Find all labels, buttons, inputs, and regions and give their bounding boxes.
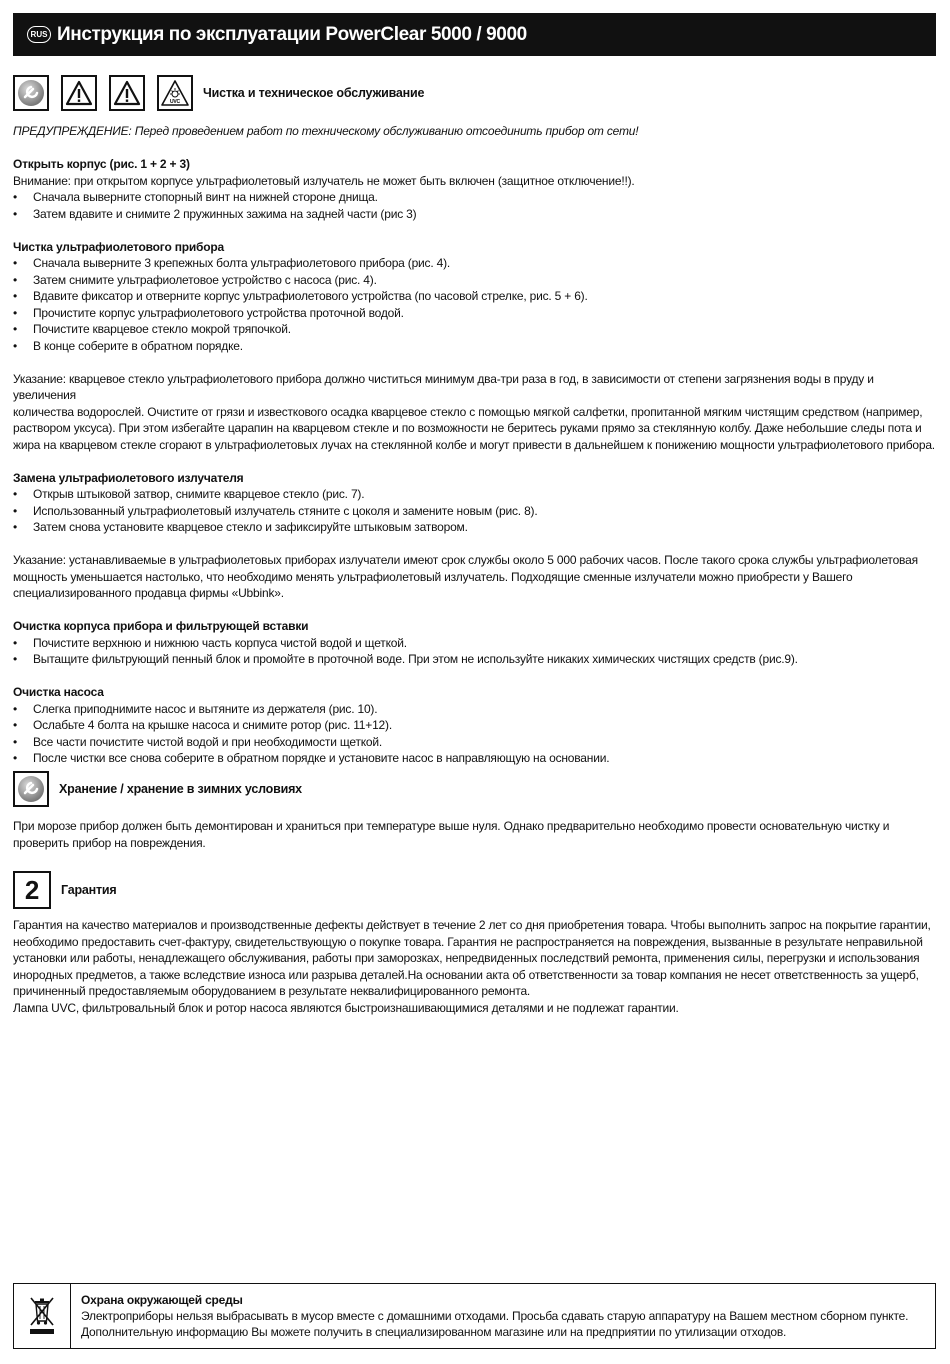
- uv-lamp-replace-list: [13, 486, 938, 536]
- warning-icon: [61, 75, 97, 111]
- text-line: проверить прибор на повреждения.: [13, 835, 206, 850]
- list-item: • Вытащите фильтрующий пенный блок и промойте в проточной воде. При этом не используйте никаких химических чистящих средств (рис.9).: [13, 651, 938, 668]
- open-housing-note: Внимание: при открытом корпусе ультрафиолетовый излучатель не может быть включен (защитное отключение!!).: [13, 173, 635, 188]
- list-item: • В конце соберите в обратном порядке.: [13, 338, 938, 355]
- list-item: • Слегка приподнимите насос и вытяните из держателя (рис. 10).: [13, 701, 938, 718]
- open-housing-list: [13, 189, 938, 222]
- text-line: Гарантия на качество материалов и производственные дефекты действует в течение 2 лет со дня приобретения товара. Чтобы выполнить запрос на покрытие гарантии,: [13, 918, 931, 932]
- section-title-uv-cleaning: Чистка ультрафиолетового прибора: [13, 239, 225, 254]
- list-item: • Почистите кварцевое стекло мокрой тряпочкой.: [13, 321, 938, 338]
- text-line: Дополнительную информацию Вы можете получить в специализированном магазине или на предприятии по утилизации отходов.: [81, 1325, 787, 1339]
- environment-text: [71, 1284, 918, 1348]
- list-item: • Ослабьте 4 болта на крышке насоса и снимите ротор (рис. 11+12).: [13, 717, 938, 734]
- warranty-text: [13, 917, 938, 1016]
- text-line: инородных предметов, а также вследствие износа или разрыва деталей.На основании акта об ответственности за товар компания не несет ответственность за ущерб,: [13, 967, 919, 982]
- text-line: Лампа UVC, фильтровальный блок и ротор насоса являются быстроизнашивающимися деталями и не подлежат гарантии.: [13, 1000, 679, 1015]
- warranty-heading: [13, 871, 117, 909]
- list-item: • Прочистите корпус ультрафиолетового устройства проточной водой.: [13, 305, 938, 322]
- section-title-pump-cleaning: Очистка насоса: [13, 685, 104, 699]
- warning-icon: [109, 75, 145, 111]
- environment-notice: [13, 1283, 936, 1349]
- text-line: При морозе прибор должен быть демонтирован и храниться при температуре выше нуля. Однако предварительно необходимо провести основательную чистку и: [13, 819, 890, 833]
- number-two-label: 2: [24, 875, 40, 905]
- page-title: Инструкция по эксплуатации PowerClear 5000 / 9000: [57, 23, 527, 45]
- number-two-icon: [13, 871, 51, 909]
- note-line: Указание: кварцевое стекло ультрафиолетового прибора должно чиститься минимум два-три раза в год, в зависимости от степени загрязнения воды в пруду и увеличения: [13, 371, 874, 402]
- section-title-uv-lamp-replace: Замена ультрафиолетового излучателя: [13, 470, 244, 485]
- svg-text:UVC: UVC: [170, 99, 180, 105]
- housing-filter-list: [13, 635, 938, 668]
- environment-title: Охрана окружающей среды: [81, 1293, 243, 1307]
- section-title-housing-filter: Очистка корпуса прибора и фильтрующей вставки: [13, 619, 309, 633]
- page-header: [13, 13, 936, 56]
- language-badge: RUS: [27, 26, 51, 43]
- text-line: установки или работы, ненадлежащего обслуживания, работы при заморозках, непредвиденных последствий ремонта, применения силы, перегрузки и использования: [13, 951, 920, 965]
- crossed-bin-icon: [27, 1294, 57, 1338]
- list-item: • Затем вдавите и снимите 2 пружинных зажима на задней части (рис 3): [13, 206, 938, 223]
- section-title-storage: Хранение / хранение в зимних условиях: [59, 781, 302, 796]
- environment-icon-cell: [14, 1284, 71, 1348]
- maintenance-icon: [13, 771, 49, 807]
- text-line: необходимо предоставить счет-фактуру, свидетельствующую о покупке товара. Гарантия не распространяется на повреждения, вызванные в результате неправильной: [13, 934, 923, 949]
- pump-cleaning-list: [13, 701, 938, 767]
- list-item: • Затем снова установите кварцевое стекло и зафиксируйте штыковым затвором.: [13, 519, 938, 536]
- list-item: • Все части почистите чистой водой и при необходимости щеткой.: [13, 734, 938, 751]
- note-line: жира на кварцевом стекле сгорают в ультрафиолетовых лучах на стеклянной колбе и могут привести в дальнейшем к понижению мощности ультрафиолетового прибора.: [13, 437, 935, 452]
- text-line: Электроприборы нельзя выбрасывать в мусор вместе с домашними отходами. Просьба сдавать старую аппаратуру на Вашем местном сборном пункте.: [81, 1309, 909, 1323]
- uv-cleaning-note: [13, 371, 938, 454]
- maintenance-icon: [13, 75, 49, 111]
- maintenance-warning: ПРЕДУПРЕЖДЕНИЕ: Перед проведением работ по техническому обслуживанию отсоединить прибор от сети!: [13, 124, 639, 138]
- storage-heading: [13, 771, 302, 807]
- list-item: • Открыв штыковой затвор, снимите кварцевое стекло (рис. 7).: [13, 486, 938, 503]
- list-item: • Сначала выверните 3 крепежных болта ультрафиолетового прибора (рис. 4).: [13, 255, 938, 272]
- note-line: мощность уменьшается настолько, что необходимо менять ультрафиолетовый излучатель. Подходящие сменные излучатели можно приобрести у Вашего: [13, 569, 853, 584]
- note-line: количества водорослей. Очистите от грязи и известкового осадка кварцевое стекло с помощью мягкой салфетки, пропитанной мягким чистящим средством (например,: [13, 404, 923, 419]
- maintenance-heading: [13, 75, 424, 111]
- list-item: • После чистки все снова соберите в обратном порядке и установите насос в направляющую на основании.: [13, 750, 938, 767]
- uv-cleaning-list: [13, 255, 938, 354]
- list-item: • Вдавите фиксатор и отверните корпус ультрафиолетового устройства (по часовой стрелке, рис. 5 + 6).: [13, 288, 938, 305]
- section-title-maintenance: Чистка и техническое обслуживание: [203, 85, 425, 100]
- section-title-warranty: Гарантия: [61, 882, 117, 897]
- list-item: • Почистите верхнюю и нижнюю часть корпуса чистой водой и щеткой.: [13, 635, 938, 652]
- list-item: • Использованный ультрафиолетовый излучатель стяните с цоколя и замените новым (рис. 8).: [13, 503, 938, 520]
- list-item: • Затем снимите ультрафиолетовое устройство с насоса (рис. 4).: [13, 272, 938, 289]
- uv-lamp-replace-note: [13, 552, 938, 602]
- note-line: раствором уксуса). При этом избегайте царапин на кварцевом стекле и по возможности не беритесь руками прямо за стеклянную колбу. Даже небольшие следы пота и: [13, 421, 922, 435]
- storage-text: [13, 818, 938, 851]
- note-line: специализированного продавца фирмы «Ubbink».: [13, 586, 284, 600]
- section-title-open-housing: Открыть корпус (рис. 1 + 2 + 3): [13, 157, 190, 171]
- text-line: причиненный предоставляемым оборудованием в результате неквалифицированного ремонта.: [13, 984, 531, 998]
- uvc-warning-icon: [157, 75, 193, 111]
- list-item: • Сначала выверните стопорный винт на нижней стороне днища.: [13, 189, 938, 206]
- note-line: Указание: устанавливаемые в ультрафиолетовых приборах излучатели имеют срок службы около 5 000 рабочих часов. После такого срока службы ультрафиолетовая: [13, 553, 918, 567]
